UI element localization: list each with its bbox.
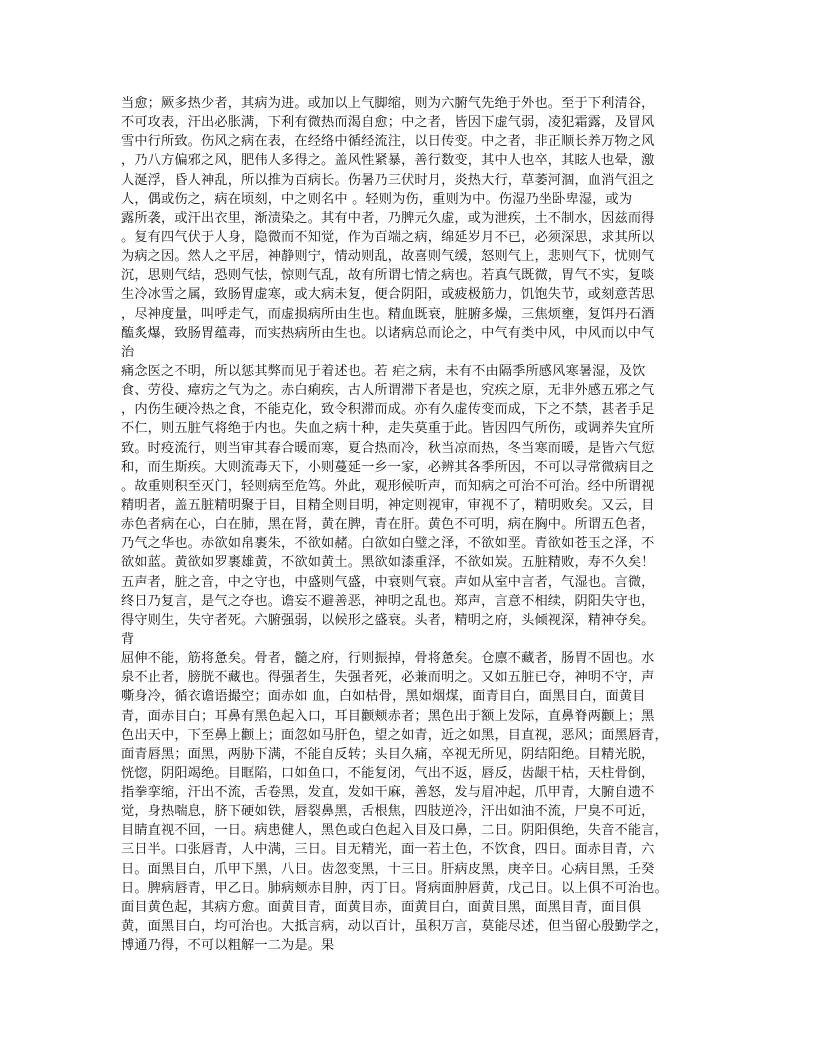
text-line: 五声者，脏之音，中之守也，中盛则气盛，中衰则气衰。声如从室中言者，气湿也。言微，: [121, 574, 655, 590]
text-line: 三日半。口张唇青，人中满，三日。目无精光，面一若土色，不饮食，四日。面赤目青，六: [121, 842, 655, 858]
text-line: 生冷冰雪之属，致肠胃虚寒，或大病未复，便合阴阳，或疲极筋力，饥饱失节，或刻意苦思: [121, 287, 655, 303]
text-line: 人涎浮，昏人神乱，所以推为百病长。伤暑乃三伏时月，炎热大行，草萎河涸，血消气沮之: [121, 172, 655, 188]
text-line: 乃气之华也。赤欲如帛裹朱，不欲如赭。白欲如白璧之泽，不欲如垩。青欲如苍玉之泽，不: [121, 536, 655, 552]
text-line: 黄，面黑目白，均可治也。大抵言病，动以百计，虽积万言，莫能尽述，但当留心殷勤学之，: [121, 919, 668, 935]
text-line: ，尽神度量，叫呼走气，而虚损病所由生也。精血既衰，脏腑多燥，三焦烦壅，复饵丹石酒: [121, 306, 655, 322]
text-line: ，内伤生硬冷热之食，不能克化，致令积滞而成。亦有久虚传变而成，下之不禁，甚者手足: [121, 402, 655, 418]
text-line: 背: [121, 631, 135, 647]
text-line: 泉不止者，膀胱不藏也。得强者生，失强者死，必兼而明之。又如五脏已夺，神明不守，声: [121, 670, 655, 686]
text-line: 终日乃复言，是气之夺也。谵妄不避善恶，神明之乱也。郑声，言意不相续，阴阳失守也，: [121, 593, 655, 609]
text-line: 人，偶或伤之，病在顷刻，中之则名中 。轻则为伤，重则为中。伤湿乃坐卧卑湿，或为: [121, 191, 633, 207]
text-line: 致。时疫流行，则当审其春合暖而寒，夏合热而冷，秋当凉而热，冬当寒而暖，是皆六气愆: [121, 440, 655, 456]
text-line: 青，面赤目白；耳鼻有黑色起入口，耳目颧颊赤者；黑色出于额上发际，直鼻脊两颧上；黑: [121, 708, 655, 724]
text-line: 。故重则积至灭门，轻则病至危笃。外此，观形候听声，而知病之可治不可治。经中所谓视: [121, 478, 655, 494]
text-line: 和，而生斯疾。大则流毒天下，小则蔓延一乡一家，必辨其各季所因，不可以寻常微病目之: [121, 459, 655, 475]
text-line: 日。脾病唇青，甲乙日。肺病颊赤目肿，丙丁日。肾病面肿唇黄，戊己日。以上俱不可治也。: [121, 880, 668, 896]
text-line: 赤色者病在心，白在肺，黑在肾，黄在脾，青在肝。黄色不可明，病在胸中。所谓五色者，: [121, 517, 655, 533]
text-line: 食、劳役、瘴疠之气为之。赤白痢疾，古人所谓滞下者是也，究疾之原，无非外感五邪之气: [121, 383, 655, 399]
text-line: ，乃八方偏邪之风，肥伟人多得之。盖风性紧暴，善行数变，其中人也卒，其眩人也晕，激: [121, 153, 655, 169]
text-line: 得守则生，失守者死。六腑强弱，以候形之盛衰。头者，精明之府，头倾视深，精神夺矣。: [121, 612, 655, 628]
text-line: 目睛直视不回，一日。病患健人，黑色或白色起入目及口鼻，二日。阴阳俱绝，失音不能言，: [121, 823, 668, 839]
text-line: 。复有四气伏于人身，隐微而不知觉，作为百端之病，绵延岁月不已，必须深思，求其所以: [121, 229, 655, 245]
text-line: 屈伸不能，筋将惫矣。骨者，髓之府，行则振掉，骨将惫矣。仓廪不藏者，肠胃不固也。水: [121, 651, 655, 667]
text-line: 不仁，则五脏气将绝于内也。失血之病十种，走失莫重于此。皆因四气所伤，或调养失宜所: [121, 421, 655, 437]
text-line: 日。面黑目白，爪甲下黑，八日。齿忽变黑，十三日。肝病皮黑，庚辛日。心病目黑，壬癸: [121, 861, 655, 877]
text-line: 露所袭，或汗出衣里，渐渍染之。其有中者，乃脾元久虚，或为泄疾，土不制水，因兹而得: [121, 210, 655, 226]
text-line: 治: [121, 344, 135, 360]
text-line: 色出天中，下至鼻上颧上；面忽如马肝色，望之如青，近之如黑，目直视，恶风；面黑唇青，: [121, 727, 668, 743]
text-line: 面青唇黑；面黑，两胁下满，不能自反转；头目久痛，卒视无所见，阴结阳绝。目精光脱，: [121, 746, 655, 762]
text-line: 精明者，盖五脏精明聚于目，目精全则目明，神定则视审，审视不了，精明败矣。又云，目: [121, 497, 655, 513]
text-line: 觉，身热喘息，脐下硬如铁，唇裂鼻黑，舌根焦，四肢逆冷，汗出如油不流，尸臭不可近，: [121, 804, 655, 820]
text-line: 沉，思则气结，恐则气怯，惊则气乱，故有所谓七情之病也。若真气既微，胃气不实，复啖: [121, 268, 655, 284]
body-text: [121, 94, 697, 955]
text-line: 痛念医之不明，所以惩其弊而见于着述也。若 疟之病，未有不由隔季所感风寒暑湿，及饮: [121, 363, 646, 379]
text-line: 面目黄色起，其病方愈。面黄目青，面黄目赤，面黄目白，面黄目黑，面黑目青，面目俱: [121, 899, 642, 915]
text-line: 当愈；厥多热少者，其病为进。或加以上气脚缩，则为六腑气先绝于外也。至于下利清谷，: [121, 96, 655, 111]
text-line: 为病之因。然人之平居，神静则宁，情动则乱，故喜则气缓，怒则气上，悲则气下，忧则气: [121, 249, 655, 265]
text-line: 博通乃得，不可以粗解一二为是。果: [121, 938, 335, 954]
text-line: 不可攻表，汗出必胀满，下利有微热而渴自愈；中之者，皆因下虚气弱，凌犯霜露，及冒风: [121, 115, 655, 131]
text-line: 恍惚，阴阳竭绝。目眶陷，口如鱼口，不能复闭，气出不返，唇反，齿龈干枯，天柱骨倒，: [121, 765, 655, 781]
text-line: 嘶身冷，循衣谵语撮空；面赤如 血，白如枯骨，黑如烟煤，面青目白，面黑目白，面黄目: [121, 689, 646, 705]
text-line: 醢炙爆，致肠胃蕴毒，而实热病所由生也。以诸病总而论之，中气有类中风，中风而以中气: [121, 325, 655, 341]
text-line: 雪中行所致。伤风之病在表，在经络中循经流注，以日传变。中之者，非正顺长养万物之风: [121, 134, 655, 150]
text-line: 欲如蓝。黄欲如罗裹雄黄，不欲如黄土。黑欲如漆重泽，不欲如炭。五脏精败，寿不久矣！: [121, 555, 655, 571]
text-line: 指拳挛缩，汗出不流，舌卷黑，发直，发如干麻，善怒，发与眉冲起，爪甲青，大腑自遗不: [121, 785, 655, 801]
